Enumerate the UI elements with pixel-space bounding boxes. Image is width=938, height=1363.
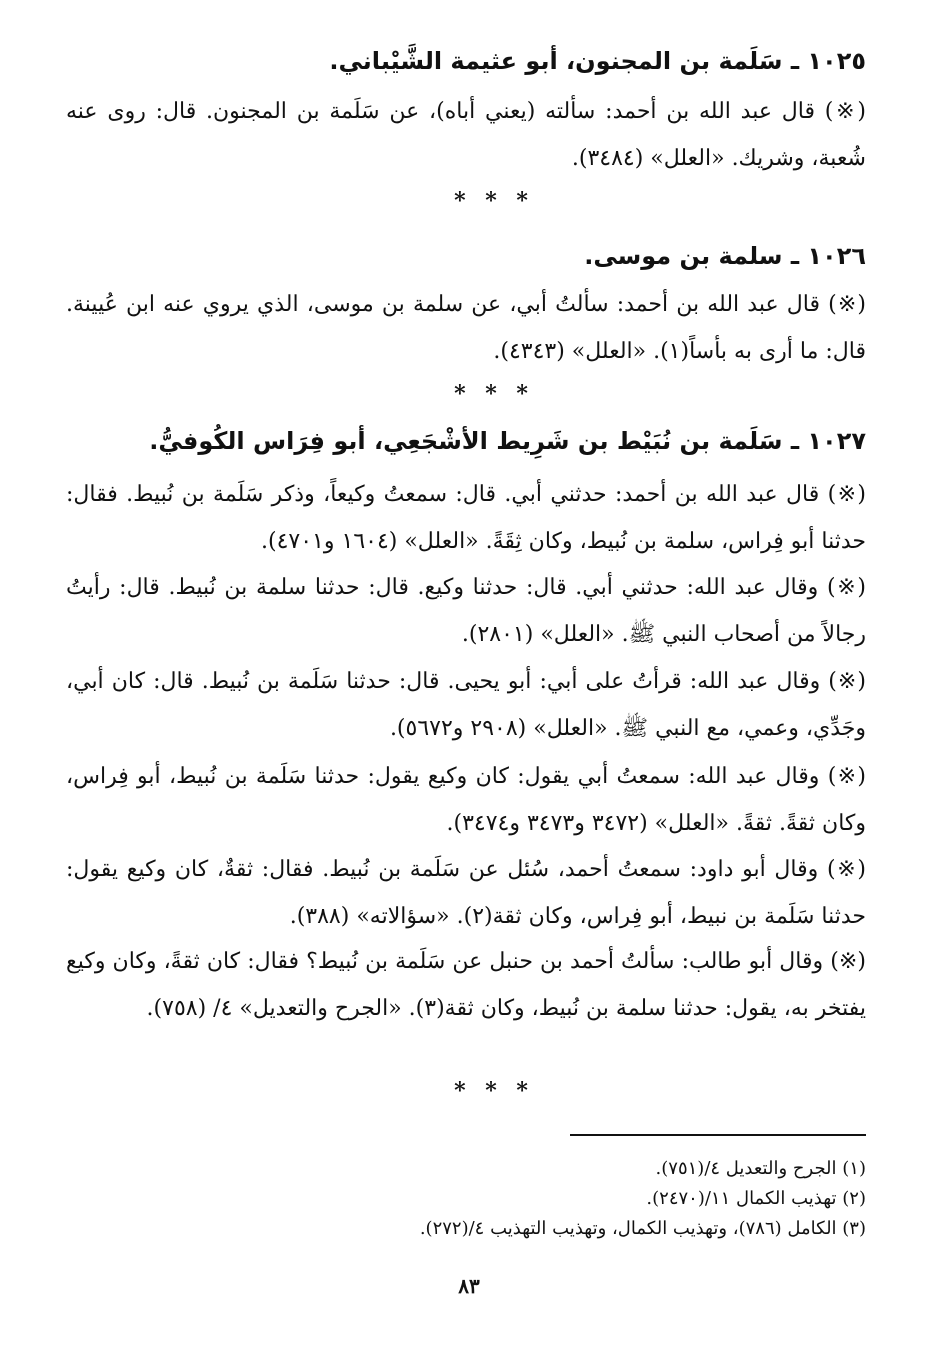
section-separator: * * * [454, 1078, 534, 1104]
entry-paragraph: (※) وقال أبو طالب: سألتُ أحمد بن حنبل عن سَلَمة بن نُبيط؟ فقال: كان ثقةً، وكان وكيع يفتخر به، يقول: حدثنا سلمة بن نُبيط، وكان ثقة(٣). «الجرح والتعديل» ٤/ (٧٥٨). [66, 949, 866, 1021]
page-number: ٨٣ [458, 1274, 480, 1298]
entry-paragraph: (※) قال عبد الله بن أحمد: حدثني أبي. قال: سمعتُ وكيعاً، وذكر سَلَمة بن نُبيط. فقال: حدثنا أبو فِراس، سلمة بن نُبيط، وكان ثِقَةً. «العلل» (١٦٠٤ و٤٧٠١). [66, 482, 866, 554]
entry-paragraph: (※) قال عبد الله بن أحمد: سألته (يعني أباه)، عن سَلَمة بن المجنون. قال: روى عنه شُعبة، وشريك. «العلل» (٣٤٨٤). [66, 99, 866, 171]
entry-paragraph: (※) وقال أبو داود: سمعتُ أحمد، سُئل عن سَلَمة بن نُبيط. فقال: ثقةٌ، كان وكيع يقول: حدثنا سَلَمة بن نبيط، أبو فِراس، وكان ثقة(٢). «سؤالاته» (٣٨٨). [66, 857, 866, 929]
footnote-item: (١) الجرح والتعديل ٤/(٧٥١). [655, 1158, 866, 1179]
entry-paragraph: (※) وقال عبد الله: سمعتُ أبي يقول: كان وكيع يقول: حدثنا سَلَمة بن نُبيط، أبو فِراس، وكان ثقةً. ثقةً. «العلل» (٣٤٧٢ و٣٤٧٣ و٣٤٧٤). [66, 764, 866, 836]
entry-heading-1026: ١٠٢٦ ـ سلمة بن موسى. [584, 242, 866, 270]
footnote-divider [570, 1134, 866, 1136]
footnotes [66, 1154, 866, 1244]
entry-heading-1025: ١٠٢٥ ـ سَلَمة بن المجنون، أبو عثيمة الشَّيْباني. [329, 47, 866, 75]
footnote-item: (٣) الكامل (٧٨٦)، وتهذيب الكمال، وتهذيب التهذيب ٤/(٢٧٢). [419, 1218, 866, 1239]
section-separator: * * * [454, 188, 534, 214]
entry-paragraph: (※) قال عبد الله بن أحمد: سألتُ أبي، عن سلمة بن موسى، الذي يروي عنه ابن عُيينة. قال: ما أرى به بأساً(١). «العلل» (٤٣٤٣). [66, 292, 866, 364]
entry-paragraph: (※) وقال عبد الله: قرأتُ على أبي: أبو يحيى. قال: حدثنا سَلَمة بن نُبيط. قال: كان أبي، وجَدِّي، وعمي، مع النبي ﷺ. «العلل» (٢٩٠٨ و٥٦٧٢). [66, 669, 866, 741]
footnote-item: (٢) تهذيب الكمال ١١/(٢٤٧٠). [646, 1188, 866, 1209]
entry-paragraph: (※) وقال عبد الله: حدثني أبي. قال: حدثنا وكيع. قال: حدثنا سلمة بن نُبيط. قال: رأيتُ رجالاً من أصحاب النبي ﷺ. «العلل» (٢٨٠١). [66, 575, 866, 647]
entry-heading-1027: ١٠٢٧ ـ سَلَمة بن نُبَيْط بن شَرِيط الأشْجَعِي، أبو فِرَاس الكُوفيُّ. [149, 427, 866, 455]
section-separator: * * * [454, 381, 534, 407]
